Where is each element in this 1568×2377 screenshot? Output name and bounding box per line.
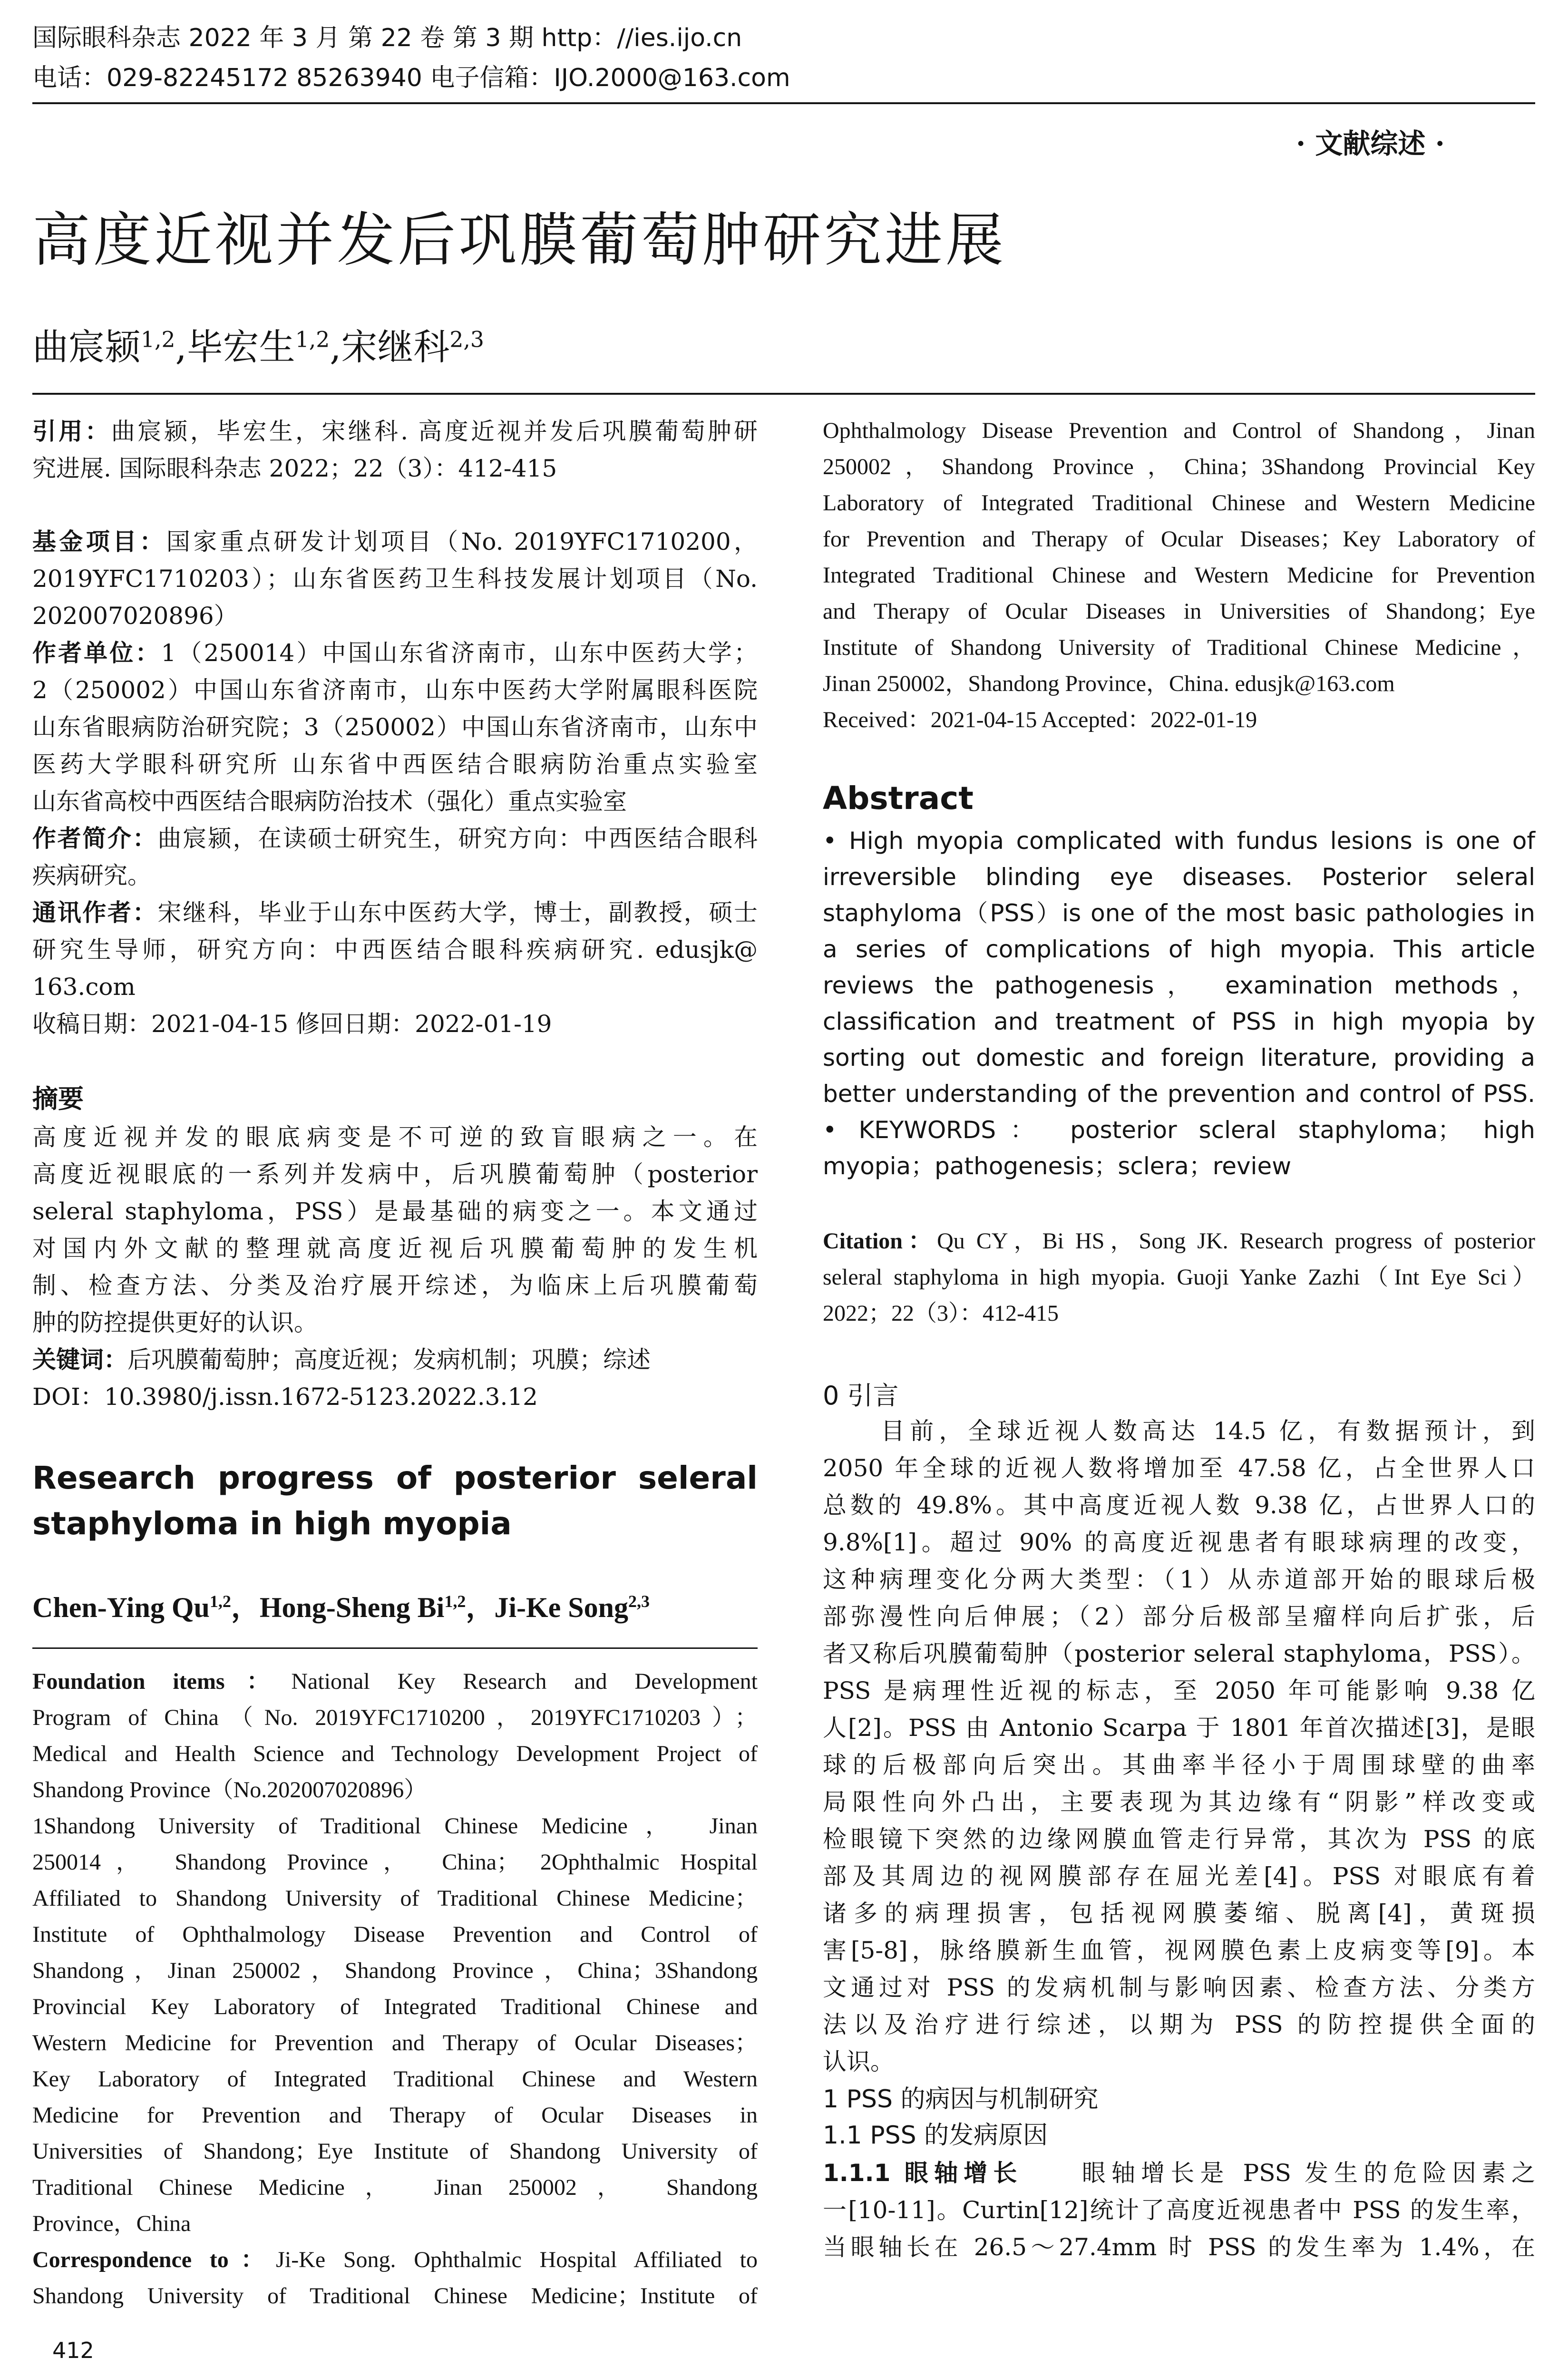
text-line: Shandong Province（No.202007020896） [32, 1777, 427, 1802]
text-line: • High myopia complicated with fundus lesions is one of [823, 827, 1535, 855]
text-line: 2（250002）中国山东省济南市，山东中医药大学附属眼科医院 [32, 676, 758, 704]
text-line: Laboratory of Integrated Traditional Chinese and Western Medicine [823, 490, 1535, 516]
text-line: 250002，Shandong Province，China；3Shandong Provincial Key [823, 454, 1535, 479]
affiliation-mark: 1,2 [444, 1592, 466, 1611]
text-line: Medicine for Prevention and Therapy of Ocular Diseases in [32, 2103, 758, 2128]
dates-cn: 收稿日期：2021-04-15 修回日期：2022-01-19 [32, 1010, 552, 1038]
text-line: 1（250014）中国山东省济南市，山东中医药大学； [161, 639, 758, 667]
keywords-en: • KEYWORDS： posterior scleral staphyloma； high [823, 1116, 1535, 1144]
text-line: 国家重点研发计划项目（No. 2019YFC1710200， [166, 528, 758, 555]
author-name: 毕宏生 [186, 326, 295, 368]
text-line: 文通过对 PSS 的发病机制与影响因素、检查方法、分类方 [823, 1974, 1535, 2001]
text-line: 后巩膜葡萄肿；高度近视；发病机制；巩膜；综述 [127, 1346, 651, 1374]
text-line: Jinan 250002，Shandong Province，China. edusjk@163.com [823, 671, 1395, 696]
affiliations-en-cont [823, 413, 1535, 702]
label: Citation： [823, 1228, 937, 1254]
text-line: Province，China [32, 2211, 191, 2236]
affiliation-mark: 2,3 [628, 1592, 650, 1611]
text-line: 这种病理变化分两大类型：（1）从赤道部开始的眼球后极 [823, 1566, 1535, 1593]
abstract-heading-cn: 摘要 [32, 1084, 84, 1114]
foundation-en [32, 1664, 758, 1808]
text-line: 认识。 [823, 2048, 894, 2075]
section-1-heading: 1 PSS 的病因与机制研究 [823, 2085, 1099, 2114]
text-line: 曲宸颍，毕宏生，宋继科. 高度近视并发后巩膜葡萄肿研 [111, 418, 758, 445]
text-line: 究进展. 国际眼科杂志 2022；22（3）：412-415 [32, 455, 557, 482]
text-line: 球的后极部向后突出。其曲率半径小于周围球壁的曲率 [823, 1751, 1535, 1779]
text-line: reviews the pathogenesis， examination methods， [823, 972, 1535, 999]
text-line: 疾病研究。 [32, 862, 151, 889]
text-line: 1Shandong University of Traditional Chinese Medicine， Jinan [32, 1813, 758, 1839]
author-name: Hong-Sheng Bi [259, 1592, 445, 1623]
text-line: and Therapy of Ocular Diseases in Universities of Shandong；Eye [823, 599, 1535, 624]
label: 通讯作者： [32, 899, 158, 926]
text-line: seleral staphyloma，PSS）是最基础的病变之一。本文通过 [32, 1198, 758, 1225]
text-line: 2019YFC1710203）；山东省医药卫生科技发展计划项目（No. [32, 565, 758, 593]
text-line: 检眼镜下突然的边缘网膜血管走行异常，其次为 PSS 的底 [823, 1825, 1535, 1853]
text-line: staphyloma（PSS）is one of the most basic pathologies in [823, 899, 1535, 927]
section-1-1-heading: 1.1 PSS 的发病原因 [823, 2121, 1048, 2150]
text-line: 高度近视眼底的一系列并发病中，后巩膜葡萄肿（posterior [32, 1160, 758, 1188]
received-accepted: Received：2021-04-15 Accepted：2022-01-19 [823, 707, 1257, 732]
text-line: 诸多的病理损害，包括视网膜萎缩、脱离[4]，黄斑损 [823, 1900, 1535, 1927]
text-line: better understanding of the prevention and control of PSS. [823, 1080, 1535, 1108]
text-line: 9.8%[1]。超过 90% 的高度近视患者有眼球病理的改变， [823, 1529, 1535, 1556]
affiliation-mark: 1,2 [141, 327, 175, 352]
text-line: Shandong，Jinan 250002，Shandong Province，China；3Shandong [32, 1958, 758, 1983]
text-line: 2050 年全球的近视人数将增加至 47.58 亿，占全世界人口 [823, 1454, 1535, 1482]
authors-en: Chen-Ying Qu$^{1,2}$，Hong-Sheng Bi$^{1,2}$，Ji-Ke Song$^{2,3}$ [32, 1592, 650, 1623]
text-line: 当眼轴长在 26.5～27.4mm 时 PSS 的发生率为 1.4%，在 [823, 2233, 1535, 2261]
text-line: Key Laboratory of Integrated Traditional Chinese and Western [32, 2066, 758, 2092]
affiliation-mark: 2,3 [449, 327, 484, 352]
abstract-cn [32, 1119, 758, 1341]
journal-header-line2: 电话：029-82245172 85263940 电子信箱：IJO.2000@163.com [32, 64, 790, 92]
label: 基金项目： [32, 528, 166, 555]
label: 引用： [32, 418, 111, 445]
text-line: Integrated Traditional Chinese and Western Medicine for Prevention [823, 563, 1535, 588]
intro-body [823, 1413, 1535, 2080]
text-line: Western Medicine for Prevention and Therapy of Ocular Diseases； [32, 2030, 758, 2056]
text-line: 部及其周边的视网膜部存在屈光差[4]。PSS 对眼底有着 [823, 1862, 1535, 1890]
text-line: 曲宸颍，在读硕士研究生，研究方向：中西医结合眼科 [157, 825, 758, 852]
text-line: National Key Research and Development [291, 1669, 758, 1694]
author-name: 宋继科 [341, 326, 450, 368]
header-rule [32, 102, 1535, 104]
unit-cn [32, 634, 758, 820]
text-line: Institute of Ophthalmology Disease Prevention and Control of [32, 1922, 758, 1947]
text-line: Universities of Shandong；Eye Institute of Shandong University of [32, 2139, 758, 2164]
title-rule [32, 393, 1535, 395]
article-title-en [32, 1455, 758, 1547]
text-line: 肿的防控提供更好的认识。 [32, 1309, 318, 1336]
text-line: for Prevention and Therapy of Ocular Diseases；Key Laboratory of [823, 526, 1535, 552]
text-line: 目前，全球近视人数高达 14.5 亿，有数据预计，到 [823, 1417, 1535, 1445]
text-line: 2022；22（3）：412-415 [823, 1301, 1059, 1326]
text-line: Provincial Key Laboratory of Integrated Traditional Chinese and [32, 1994, 758, 2019]
subsection-label: 1.1.1 眼轴增长 [823, 2159, 1023, 2187]
text-line: 法以及治疗进行综述，以期为 PSS 的防控提供全面的 [823, 2011, 1535, 2038]
text-line: Research progress of posterior seleral [32, 1460, 758, 1496]
author-name: 曲宸颍 [32, 326, 141, 368]
article-title-cn: 高度近视并发后巩膜葡萄肿研究进展 [32, 206, 1006, 274]
text-line: 人[2]。PSS 由 Antonio Scarpa 于 1801 年首次描述[3]，是眼 [823, 1714, 1535, 1742]
label: Foundation items： [32, 1669, 292, 1694]
text-line: 医药大学眼科研究所 山东省中西医结合眼病防治重点实验室 [32, 750, 758, 778]
text-line: a series of complications of high myopia. This article [823, 935, 1535, 963]
text-line: staphyloma in high myopia [32, 1505, 512, 1542]
text-line: classification and treatment of PSS in high myopia by [823, 1008, 1535, 1035]
text-line: 害[5-8]，脉络膜新生血管，视网膜色素上皮病变等[9]。本 [823, 1937, 1535, 1964]
authors-rule [32, 1647, 758, 1649]
citation-en [823, 1223, 1535, 1332]
corr-cn [32, 894, 758, 1005]
text-line: Traditional Chinese Medicine， Jinan 250002， Shandong [32, 2175, 758, 2200]
fund-cn [32, 523, 758, 634]
text-line: 高度近视并发的眼底病变是不可逆的致盲眼病之一。在 [32, 1123, 758, 1151]
text-line: 山东省眼病防治研究院；3（250002）中国山东省济南市，山东中 [32, 713, 758, 741]
text-line: Ji-Ke Song. Ophthalmic Hospital Affiliated to [276, 2247, 758, 2272]
author-name: Chen-Ying Qu [32, 1592, 210, 1623]
page-number: 412 [52, 2338, 94, 2363]
text-line: Ophthalmology Disease Prevention and Control of Shandong，Jinan [823, 418, 1535, 443]
label: Correspondence to： [32, 2247, 276, 2272]
keywords-en: myopia；pathogenesis；sclera；review [823, 1152, 1292, 1180]
text-line: 总数的 49.8%。其中高度近视人数 9.38 亿，占世界人口的 [823, 1491, 1535, 1519]
abstract-heading-en: Abstract [823, 780, 974, 817]
text-line: Medical and Health Science and Technology Development Project of [32, 1741, 758, 1766]
text-line: 制、检查方法、分类及治疗展开综述，为临床上后巩膜葡萄 [32, 1272, 758, 1299]
label: 关键词： [32, 1346, 127, 1374]
text-line: 研究生导师，研究方向：中西医结合眼科疾病研究. edusjk@ [32, 936, 758, 964]
text-line: PSS 是病理性近视的标志，至 2050 年可能影响 9.38 亿 [823, 1677, 1535, 1705]
doi: DOI：10.3980/j.issn.1672-5123.2022.3.12 [32, 1383, 538, 1411]
text-line: 250014， Shandong Province， China； 2Ophthalmic Hospital [32, 1850, 758, 1875]
text-line: Program of China（No. 2019YFC1710200，2019YFC1710203）； [32, 1705, 758, 1730]
label: 作者简介： [32, 825, 158, 852]
label: 作者单位： [32, 639, 161, 667]
affiliations-en [32, 1808, 758, 2242]
text-line: 宋继科，毕业于山东中医药大学，博士，副教授，硕士 [157, 899, 758, 926]
text-line: 202007020896） [32, 602, 238, 630]
text-line: 部弥漫性向后伸展；（2）部分后极部呈瘤样向后扩张，后 [823, 1603, 1535, 1630]
text-line: irreversible blinding eye diseases. Posterior seleral [823, 863, 1535, 891]
section-1-1-1-body [823, 2154, 1535, 2266]
affiliation-mark: 1,2 [209, 1592, 231, 1611]
text-line: Shandong University of Traditional Chinese Medicine；Institute of [32, 2283, 758, 2309]
journal-header-line1: 国际眼科杂志 2022 年 3 月 第 22 卷 第 3 期 http：//ies.ijo.cn [32, 24, 742, 52]
text-line: sorting out domestic and foreign literature, providing a [823, 1044, 1535, 1072]
text-line: 局限性向外凸出，主要表现为其边缘有“阴影”样改变或 [823, 1788, 1535, 1816]
text-line: 眼轴增长是 PSS 发生的危险因素之 [1081, 2159, 1536, 2187]
text-line: Affiliated to Shandong University of Traditional Chinese Medicine； [32, 1886, 758, 1911]
citation-cn [32, 413, 758, 487]
keywords-cn [32, 1341, 758, 1378]
text-line: seleral staphyloma in high myopia. Guoji Yanke Zazhi（Int Eye Sci） [823, 1265, 1535, 1290]
text-line: 山东省高校中西医结合眼病防治技术（强化）重点实验室 [32, 788, 627, 815]
bio-cn [32, 820, 758, 894]
abstract-en [823, 823, 1535, 1184]
text-line: 对国内外文献的整理就高度近视后巩膜葡萄肿的发生机 [32, 1235, 758, 1262]
intro-heading: 0 引言 [823, 1381, 899, 1411]
correspondence-en [32, 2242, 758, 2314]
text-line: Qu CY，Bi HS，Song JK. Research progress of posterior [937, 1228, 1535, 1254]
authors-cn: 曲宸颍$^{1,2}$,毕宏生$^{1,2}$,宋继科$^{2,3}$ [32, 326, 484, 368]
author-name: Ji-Ke Song [494, 1592, 629, 1623]
text-line: Institute of Shandong University of Traditional Chinese Medicine， [823, 635, 1535, 660]
section-tag: · 文献综述 · [1296, 127, 1445, 160]
affiliation-mark: 1,2 [295, 327, 330, 352]
text-line: 163.com [32, 973, 136, 1001]
text-line: 者又称后巩膜葡萄肿（posterior seleral staphyloma，PSS）。 [823, 1640, 1535, 1667]
text-line: 一[10-11]。Curtin[12]统计了高度近视患者中 PSS 的发生率， [823, 2196, 1535, 2224]
